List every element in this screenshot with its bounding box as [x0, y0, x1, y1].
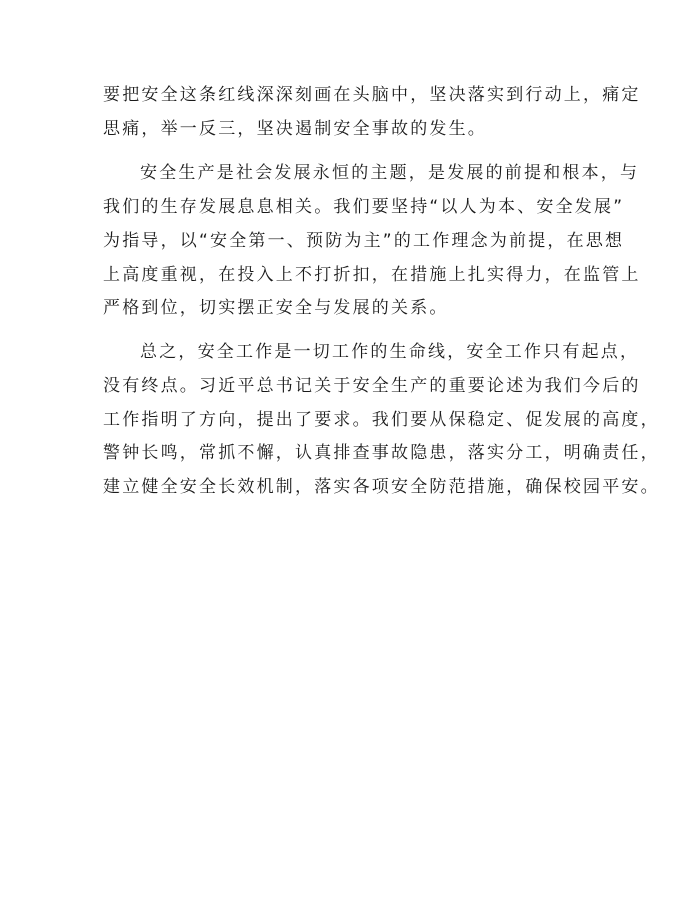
- paragraph-2-line-2: 我们的生存发展息息相关。我们要坚持“以人为本、安全发展”: [103, 197, 625, 217]
- paragraph-3-line-4: 警钟长鸣，常抓不懈，认真排查事故隐患，落实分工，明确责任，: [103, 443, 660, 463]
- paragraph-3-line-3: 工作指明了方向，提出了要求。我们要从保稳定、促发展的高度，: [103, 410, 660, 430]
- paragraph-3-line-2: 没有终点。习近平总书记关于安全生产的重要论述为我们今后的: [103, 376, 641, 396]
- paragraph-2-line-4: 上高度重视，在投入上不打折扣，在措施上扎实得力，在监管上: [103, 265, 641, 285]
- paragraph-2-line-1: 安全生产是社会发展永恒的主题，是发展的前提和根本，与: [140, 163, 640, 183]
- paragraph-2-line-5: 严格到位，切实摆正安全与发展的关系。: [103, 298, 449, 318]
- paragraph-1-line-1: 要把安全这条红线深深刻画在头脑中，坚决落实到行动上，痛定: [103, 85, 641, 105]
- paragraph-2-line-3: 为指导，以“安全第一、预防为主”的工作理念为前提，在思想: [103, 231, 625, 251]
- paragraph-3-line-1: 总之，安全工作是一切工作的生命线，安全工作只有起点，: [140, 342, 640, 362]
- paragraph-3-line-5: 建立健全安全长效机制，落实各项安全防范措施，确保校园平安。: [103, 477, 660, 497]
- paragraph-1-line-2: 思痛，举一反三，坚决遏制安全事故的发生。: [103, 119, 487, 139]
